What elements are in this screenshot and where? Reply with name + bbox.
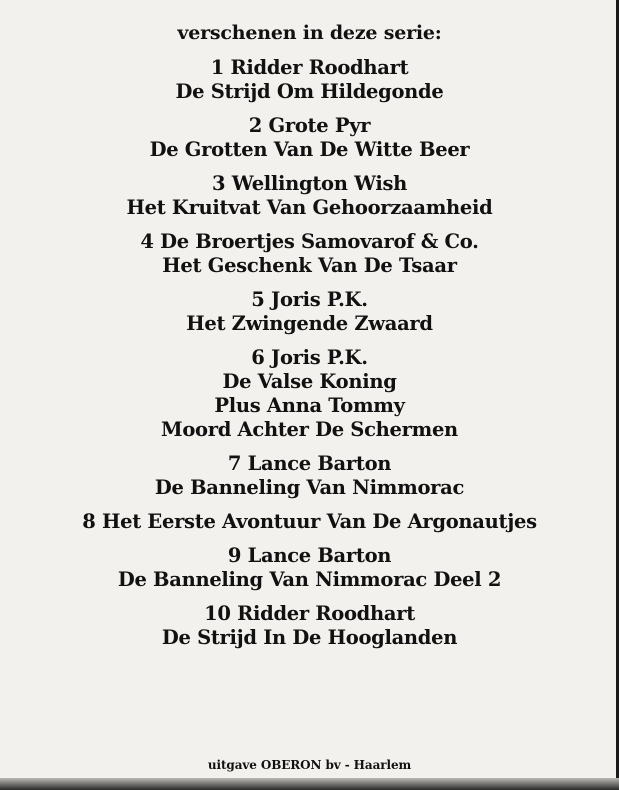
entry-title-line: 3 Wellington Wish	[211, 172, 408, 195]
entry-subtitle-line: Het Geschenk Van De Tsaar	[162, 254, 457, 277]
entry-subtitle-line: De Valse Koning	[222, 370, 397, 393]
publisher-colophon: uitgave OBERON bv - Haarlem	[207, 758, 412, 772]
entry-subtitle-line: De Grotten Van De Witte Beer	[149, 138, 470, 161]
series-entry	[0, 544, 619, 592]
series-entry	[0, 288, 619, 336]
entry-title-line: 1 Ridder Roodhart	[210, 56, 409, 79]
entry-subtitle-line: De Strijd In De Hooglanden	[161, 626, 458, 649]
entry-subtitle-line: De Banneling Van Nimmorac	[154, 476, 465, 499]
series-entry	[0, 452, 619, 500]
entry-title-line: 2 Grote Pyr	[248, 114, 371, 137]
entry-title-line: 5 Joris P.K.	[251, 288, 368, 311]
series-entry	[0, 230, 619, 278]
series-title-list	[0, 56, 619, 660]
series-entry	[0, 172, 619, 220]
entry-title-line: 7 Lance Barton	[227, 452, 392, 475]
series-entry	[0, 346, 619, 442]
series-entry	[0, 602, 619, 650]
entry-subtitle-line: De Banneling Van Nimmorac Deel 2	[117, 568, 502, 591]
entry-subtitle-line: Het Zwingende Zwaard	[186, 312, 433, 335]
entry-title-line: 6 Joris P.K.	[251, 346, 368, 369]
series-entry	[0, 114, 619, 162]
page-edge-shadow	[0, 778, 619, 790]
entry-subtitle-line: Moord Achter De Schermen	[161, 418, 458, 441]
entry-title-line: 9 Lance Barton	[227, 544, 392, 567]
series-entry	[0, 510, 619, 534]
entry-subtitle-line: De Strijd Om Hildegonde	[175, 80, 444, 103]
entry-title-line: 4 De Broertjes Samovarof & Co.	[140, 230, 479, 253]
entry-title-line: 8 Het Eerste Avontuur Van De Argonautjes	[82, 510, 537, 533]
series-heading: verschenen in deze serie:	[177, 22, 442, 44]
series-entry	[0, 56, 619, 104]
entry-subtitle-line: Plus Anna Tommy	[214, 394, 405, 417]
entry-title-line: 10 Ridder Roodhart	[204, 602, 415, 625]
entry-subtitle-line: Het Kruitvat Van Gehoorzaamheid	[126, 196, 493, 219]
